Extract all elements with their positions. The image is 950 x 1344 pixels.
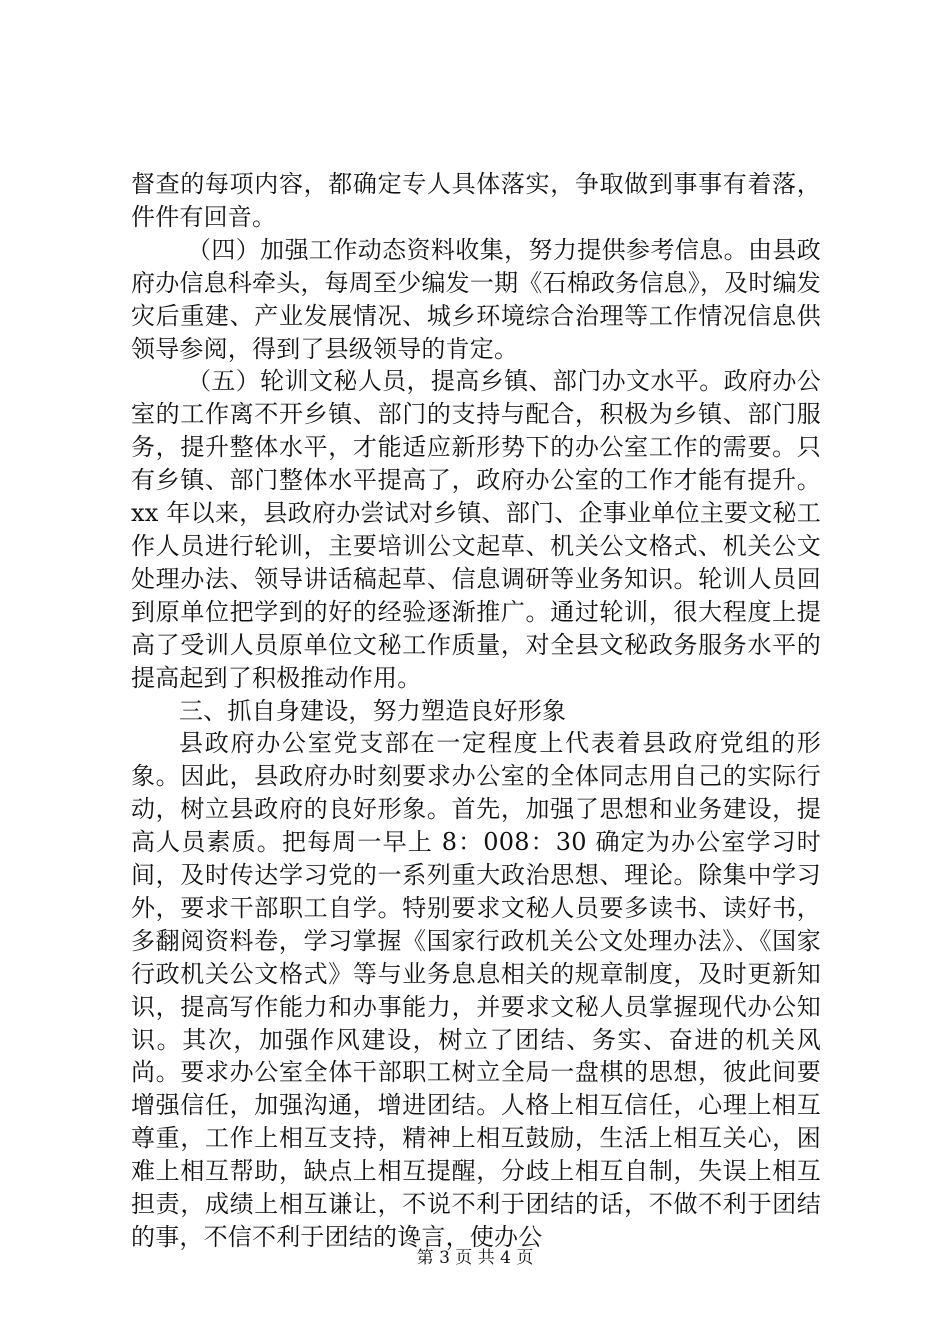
document-body: [131, 168, 821, 1254]
paragraph-continuation: 督查的每项内容，都确定专人具体落实，争取做到事事有着落，件件有回音。: [131, 170, 821, 231]
section-heading-three: 三、抓自身建设，努力塑造良好形象: [179, 696, 567, 725]
paragraph-section-four: （四）加强工作动态资料收集，努力提供参考信息。由县政府办信息科牵头，每周至少编发一期《石棉政务信息》，及时编发灾后重建、产业发展情况、城乡环境综合治理等工作情况信息供领导参阅，得到了县级领导的肯定。: [131, 235, 821, 363]
paragraph-self-building: 县政府办公室党支部在一定程度上代表着县政府党组的形象。因此，县政府办时刻要求办公室的全体同志用自己的实际行动，树立县政府的良好形象。首先，加强了思想和业务建设，提高人员素质。把每周一早上 8：008：30 确定为办公室学习时间，及时传达学习党的一系列重大政治思想、理论。除集中学习外，要求干部职工自学。特别要求文秘人员要多读书、读好书，多翻阅资料卷，学习掌握《国家行政机关公文处理办法》、《国家行政机关公文格式》等与业务息息相关的规章制度，及时更新知识，提高写作能力和办事能力，并要求文秘人员掌握现代办公知识。其次，加强作风建设，树立了团结、务实、奋进的机关风尚。要求办公室全体干部职工树立全局一盘棋的思想，彼此间要增强信任，加强沟通，增进团结。人格上相互信任，心理上相互尊重，工作上相互支持，精神上相互鼓励，生活上相互关心，困难上相互帮助，缺点上相互提醒，分歧上相互自制，失误上相互担责，成绩上相互谦让，不说不利于团结的话，不做不利于团结的事，不信不利于团结的谗言，使办公: [131, 729, 821, 1251]
paragraph-section-five: （五）轮训文秘人员，提高乡镇、部门办文水平。政府办公室的工作离不开乡镇、部门的支持与配合，积极为乡镇、部门服务，提升整体水平，才能适应新形势下的办公室工作的需要。只有乡镇、部门整体水平提高了，政府办公室的工作才能有提升。xx 年以来，县政府办尝试对乡镇、部门、企事业单位主要文秘工作人员进行轮训，主要培训公文起草、机关公文格式、机关公文处理办法、领导讲话稿起草、信息调研等业务知识。轮训人员回到原单位把学到的好的经验逐渐推广。通过轮训，很大程度上提高了受训人员原单位文秘工作质量，对全县文秘政务服务水平的提高起到了积极推动作用。: [131, 367, 821, 692]
page-footer: 第 3 页 共 4 页: [416, 1248, 534, 1268]
